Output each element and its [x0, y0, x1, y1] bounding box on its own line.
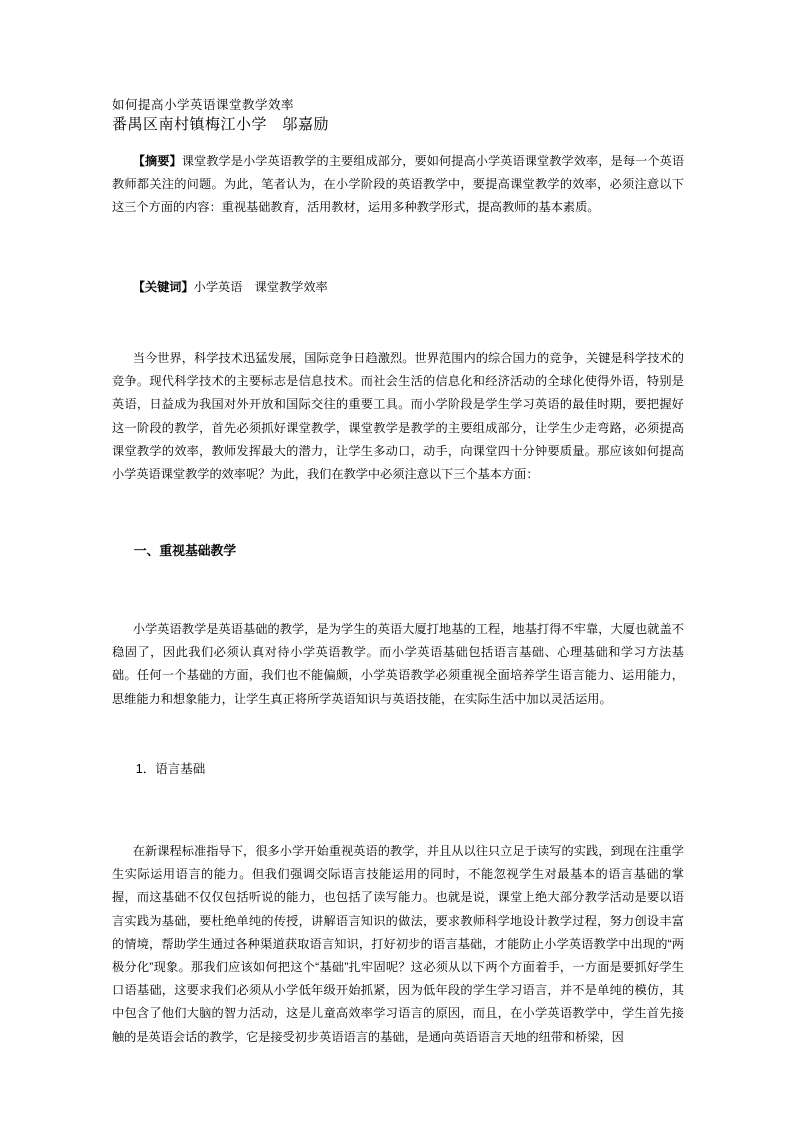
- keywords-label: 【关键词】: [132, 280, 194, 294]
- keywords-text: 小学英语 课堂教学效率: [193, 280, 328, 294]
- section-1-paragraph: 小学英语教学是英语基础的教学，是为学生的英语大厦打地基的工程，地基打得不牢靠，大厦也就盖不稳固了，因此我们必须认真对待小学英语教学。而小学英语基础包括语言基础、心理基础和学习方法基础。任何一个基础的方面，我们也不能偏颇，小学英语教学必须重视全面培养学生语言能力、运用能力，思维能力和想象能力，让学生真正将所学英语知识与英语技能，在实际生活中加以灵活运用。: [112, 622, 684, 706]
- intro-paragraph: 当今世界，科学技术迅猛发展，国际竞争日趋激烈。世界范围内的综合国力的竞争，关键是科学技术的竞争。现代科学技术的主要标志是信息技术。而社会生活的信息化和经济活动的全球化使得外语，特别是英语，日益成为我国对外开放和国际交往的重要工具。而小学阶段是学生学习英语的最佳时期，要把握好这一阶段的教学，首先必须抓好课堂教学，课堂教学是教学的主要组成部分，让学生少走弯路，必须提高课堂教学的效率，教师发挥最大的潜力，让学生多动口，动手，向课堂四十分钟要质量。那应该如何提高小学英语课堂教学的效率呢？为此，我们在教学中必须注意以下三个基本方面：: [112, 351, 684, 482]
- abstract-label: 【摘要】: [132, 154, 182, 168]
- document-title: 如何提高小学英语课堂教学效率: [112, 98, 295, 112]
- abstract-paragraph: [112, 150, 684, 220]
- subsection-1-heading: 1．语言基础: [135, 762, 206, 776]
- author-affiliation-line: 番禺区南村镇梅江小学 邬嘉励: [112, 116, 330, 133]
- abstract-text: 课堂教学是小学英语教学的主要组成部分，要如何提高小学英语课堂教学效率，是每一个英语教师都关注的问题。为此，笔者认为，在小学阶段的英语教学中，要提高课堂教学的效率，必须注意以下这三个方面的内容：重视基础教育，活用教材，运用多种教学形式，提高教师的基本素质。: [112, 154, 685, 215]
- section-1-heading: 一、重视基础教学: [133, 543, 237, 558]
- subsection-1-paragraph: 在新课程标准指导下，很多小学开始重视英语的教学，并且从以往只立足于读写的实践，到现在注重学生实际运用语言的能力。但我们强调交际语言技能运用的同时，不能忽视学生对最基本的语言基础的掌握，而这基础不仅仅包括听说的能力，也包括了读写能力。也就是说，课堂上绝大部分教学活动是要以语言实践为基础，要杜绝单纯的传授，讲解语言知识的做法，要求教师科学地设计教学过程，努力创设丰富的情境，帮助学生通过各种渠道获取语言知识，打好初步的语言基础，才能防止小学英语教学中出现的“两极分化”现象。那我们应该如何把这个“基础”扎牢固呢？这必须从以下两个方面着手，一方面是要抓好学生口语基础，这要求我们必须从小学低年级开始抓紧，因为低年段的学生学习语言，并不是单纯的模仿，其中包含了他们大脑的智力活动，这是儿童高效率学习语言的原因，而且，在小学英语教学中，学生首先接触的是英语会话的教学，它是接受初步英语语言的基础，是通向英语语言天地的纽带和桥梁，因: [112, 844, 684, 1044]
- keywords-line: [112, 276, 684, 299]
